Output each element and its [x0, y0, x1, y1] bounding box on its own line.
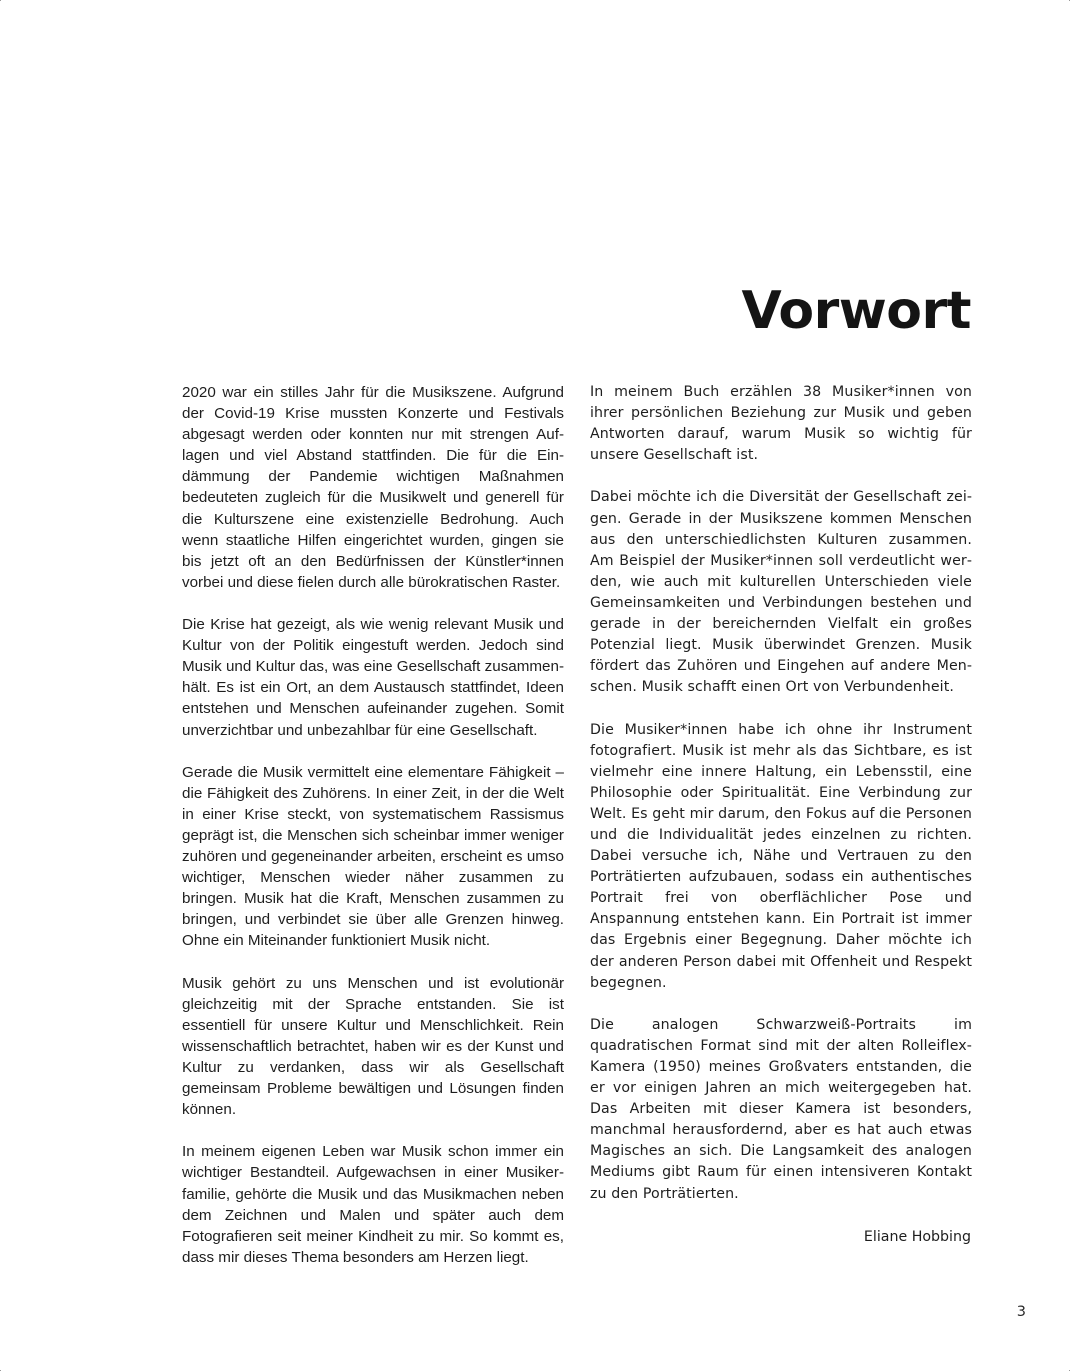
paragraph: In meinem eigenen Leben war Musik schon immer ein wichtiger Bestandteil. Aufgewachsen in einer Musikerfamilie, gehörte die Musik und das Musikmachen neben dem Zeichnen und Malen und später auch dem Fotografieren seit meiner Kindheit zu mir. So kommt es, dass mir dieses Thema besonders am Herzen liegt.	[182, 1143, 564, 1266]
author-signature: Eliane Hobbing	[863, 1229, 971, 1245]
paragraph: Die Krise hat gezeigt, als wie wenig relevant Musik und Kultur von der Politik eingestuft werden. Jedoch sind Musik und Kultur das, was eine Gesellschaft zusammenhält. Es ist ein Ort, an dem Austausch stattfindet, Ideen entstehen und Menschen aufeinander zugehen. Somit unverzichtbar und unbezahlbar für eine Gesellschaft.	[182, 616, 564, 739]
paragraph: Musik gehört zu uns Menschen und ist evolutionär gleichzeitig mit der Sprache entstanden. Sie ist essentiell für unsere Kultur und Menschlichkeit. Rein wissenschaftlich betrachtet, haben wir es der Kunst und Kultur zu verdanken, dass wir als Gesellschaft gemeinsam Probleme bewältigen und Lösungen finden können.	[182, 974, 564, 1119]
paragraph: In meinem Buch erzählen 38 Musiker*innen von ihrer persönlichen Beziehung zur Musik und geben Antworten darauf, warum Musik so wichtig für unsere Gesellschaft ist.	[590, 384, 972, 464]
page-title: Vorwort	[741, 281, 971, 341]
paragraph: 2020 war ein stilles Jahr für die Musikszene. Aufgrund der Covid-19 Krise mussten Konzerte und Festivals abgesagt werden oder konnten nur mit strengen Auflagen und viel Abstand stattfinden. Die für die Eindämmung der Pandemie wichtigen Maßnahmen bedeuteten zugleich für die Musikwelt und generell für die Kulturszene eine existenzielle Bedrohung. Auch wenn staatliche Hilfen eingerichtet wurden, gingen sie bis jetzt oft an den Bedürfnissen der Künstler*innen vorbei und diese fielen durch alle bürokratischen Raster.	[182, 384, 564, 591]
crop-mark-top-left	[0, 0, 1, 1]
paragraph: Gerade die Musik vermittelt eine elementare Fähigkeit – die Fähigkeit des Zuhörens. In einer Zeit, in der die Welt in einer Krise steckt, von systematischem Rassismus geprägt ist, die Menschen sich scheinbar immer weniger zuhören und gegeneinander arbeiten, erscheint es umso wichtiger, Menschen wieder näher zusammen zu bringen. Musik hat die Kraft, Menschen zusammen zu bringen, und verbindet sie über alle Grenzen hinweg. Ohne ein Miteinander funktioniert Musik nicht.	[182, 763, 564, 950]
paragraph: Die Musiker*innen habe ich ohne ihr Instrument fotografiert. Musik ist mehr als das Sichtbare, es ist vielmehr eine innere Haltung, ein Lebensstil, eine Philosophie oder Spiritualität. Eine Verbindung zur Welt. Es geht mir darum, den Fokus auf die Personen und die Individualität jedes einzelnen zu richten. Dabei versuche ich, Nähe und Vertrauen zu den Porträtierten aufzubauen, sodass ein authentisches Portrait frei von oberflächlicher Pose und Anspannung entstehen kann. Ein Portrait ist immer das Ergebnis einer Begegnung. Daher möchte ich der anderen Person dabei mit Offenheit und Respekt begegnen.	[590, 721, 972, 991]
paragraph: Die analogen Schwarzweiß-Portraits im quadratischen Format sind mit der alten Rolleiflex-Kamera (1950) meines Großvaters entstanden, die er vor einigen Jahren an mich weitergegeben hat. Das Arbeiten mit dieser Kamera ist besonders, manchmal herausfordernd, aber es hat auch etwas Magisches an sich. Die Langsamkeit des analogen Mediums gibt Raum für einen intensiveren Kontakt zu den Porträtierten.	[590, 1016, 972, 1202]
left-text-column	[182, 382, 564, 1289]
page-number: 3	[1016, 1304, 1026, 1320]
right-text-column	[590, 382, 972, 1226]
paragraph: Dabei möchte ich die Diversität der Gesellschaft zeigen. Gerade in der Musikszene kommen Menschen aus den unterschiedlichsten Kulturen zusammen. Am Beispiel der Musiker*innen soll verdeutlicht werden, wie auch mit kulturellen Unterschieden viele Gemeinsamkeiten und Verbindungen bestehen und gerade in der bereichernden Vielfalt ein großes Potenzial liegt. Musik überwindet Grenzen. Musik fördert das Zuhören und Eingehen auf andere Menschen. Musik schafft einen Ort von Verbundenheit.	[590, 489, 972, 696]
